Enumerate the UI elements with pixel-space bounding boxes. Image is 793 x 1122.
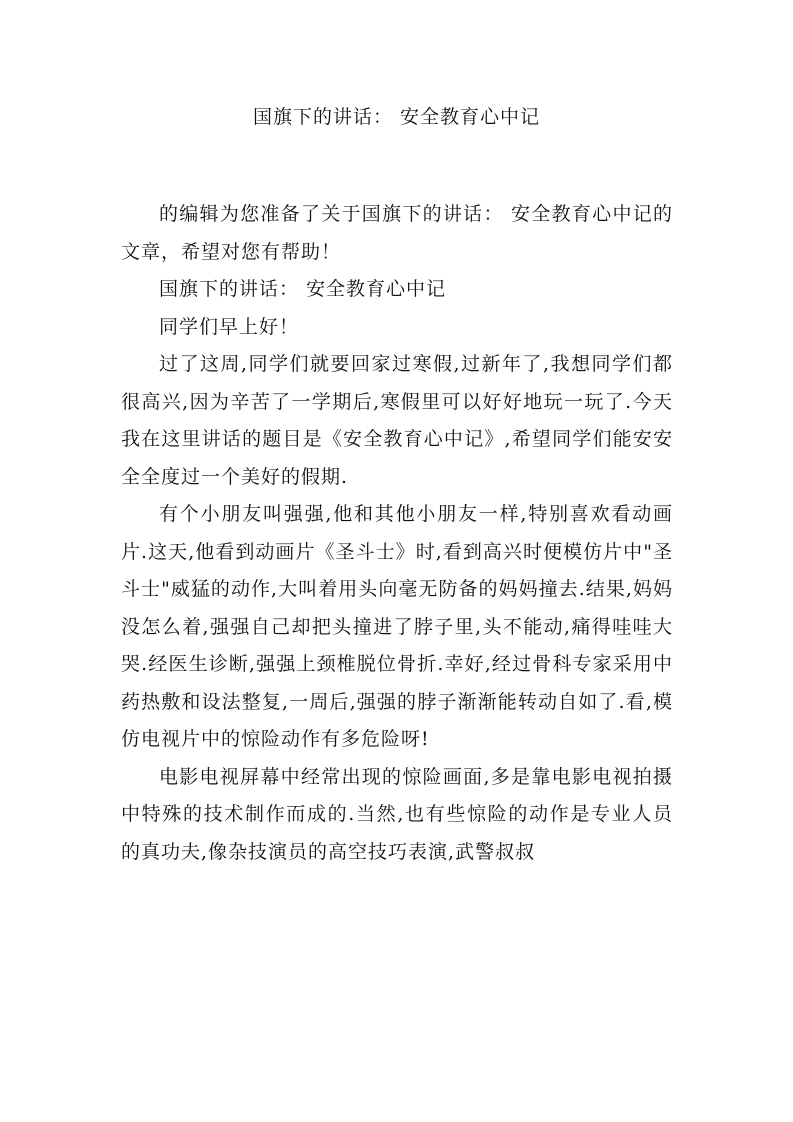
paragraph-greeting: 同学们早上好！ — [159, 315, 300, 338]
paragraph-story: 有个小朋友叫强强,他和其他小朋友一样,特别喜欢看动画片.这天,他看到动画片《圣斗士》时,看到高兴时便模仿片中"圣斗士"威猛的动作,大叫着用头向毫无防备的妈妈撞去.结果,妈妈没怎么着,强强自己却把头撞进了脖子里,头不能动,痛得哇哇大哭.经医生诊断,强强上颈椎脱位骨折.幸好,经过骨科专家采用中药热敷和设法整复,一周后,强强的脖子渐渐能转动自如了.看,模仿电视片中的惊险动作有多危险呀! — [121, 503, 673, 750]
faded-watermark — [121, 1004, 361, 1024]
paragraph-subtitle: 国旗下的讲话： 安全教育心中记 — [159, 278, 447, 300]
page-title: 国旗下的讲话： 安全教育心中记 — [252, 106, 541, 128]
paragraph-intro: 的编辑为您准备了关于国旗下的讲话： 安全教育心中记的文章，希望对您有帮助！ — [121, 203, 673, 263]
document-body — [121, 196, 673, 871]
paragraph-opening: 过了这周,同学们就要回家过寒假,过新年了,我想同学们都很高兴,因为辛苦了一学期后,寒假里可以好好地玩一玩了.今天我在这里讲话的题目是《安全教育心中记》,希望同学们能安安全全度过一个美好的假期. — [121, 353, 673, 488]
paragraph-movies: 电影电视屏幕中经常出现的惊险画面,多是靠电影电视拍摄中特殊的技术制作而成的.当然,也有些惊险的动作是专业人员的真功夫,像杂技演员的高空技巧表演,武警叔叔 — [121, 765, 673, 863]
